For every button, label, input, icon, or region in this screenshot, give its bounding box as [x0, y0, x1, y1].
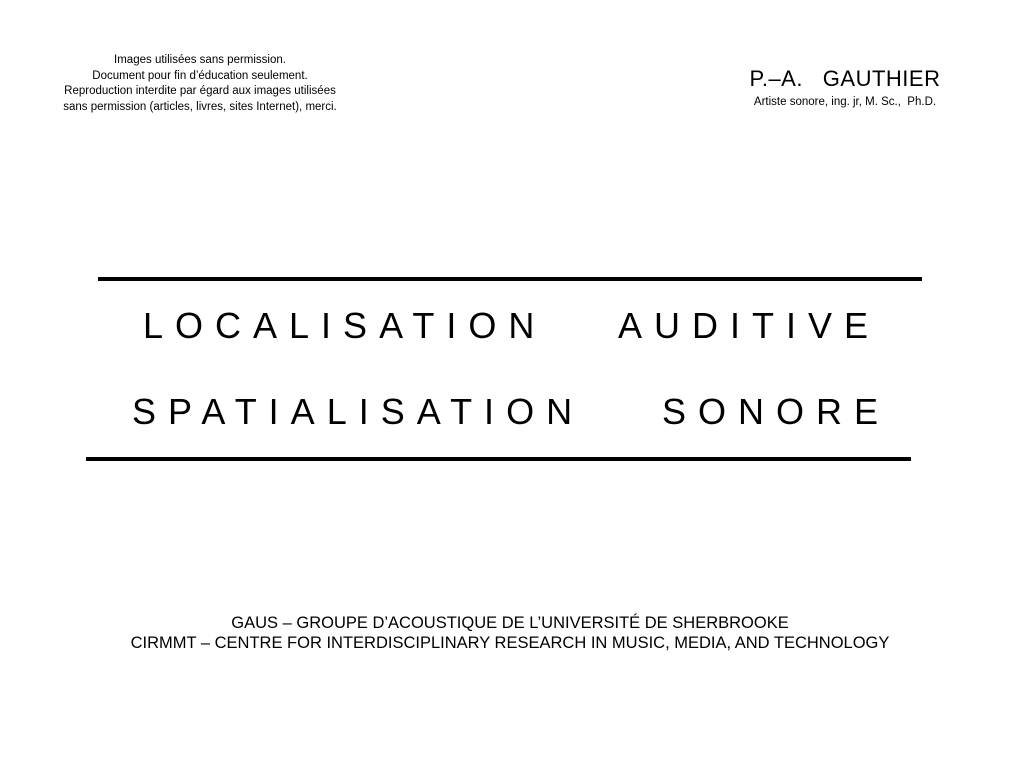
affiliation-gaus: GAUS – GROUPE D’ACOUSTIQUE DE L’UNIVERSITÉ DE SHERBROOKE [231, 614, 789, 632]
author-block [720, 66, 970, 110]
notice-line-3: Reproduction interdite par égard aux images utilisées [64, 85, 336, 97]
title-word-spatialisation: SPATIALISATION [132, 391, 585, 432]
author-name: P.–A. GAUTHIER [749, 66, 941, 91]
affiliation-cirmmt: CIRMMT – CENTRE FOR INTERDISCIPLINARY RESEARCH IN MUSIC, MEDIA, AND TECHNOLOGY [130, 634, 890, 652]
notice-line-4: sans permission (articles, livres, sites Internet), merci. [63, 100, 337, 113]
title-word-sonore: SONORE [662, 391, 891, 432]
notice-line-1: Images utilisées sans permission. [114, 54, 286, 66]
bottom-rule [86, 457, 911, 461]
title-word-localisation: LOCALISATION [143, 305, 547, 346]
author-credentials: Artiste sonore, ing. jr, M. Sc., Ph.D. [753, 96, 937, 108]
top-rule [98, 277, 922, 281]
notice-line-2: Document pour fin d’éducation seulement. [92, 69, 308, 82]
copyright-notice [40, 53, 360, 115]
title-word-auditive: AUDITIVE [618, 305, 881, 346]
